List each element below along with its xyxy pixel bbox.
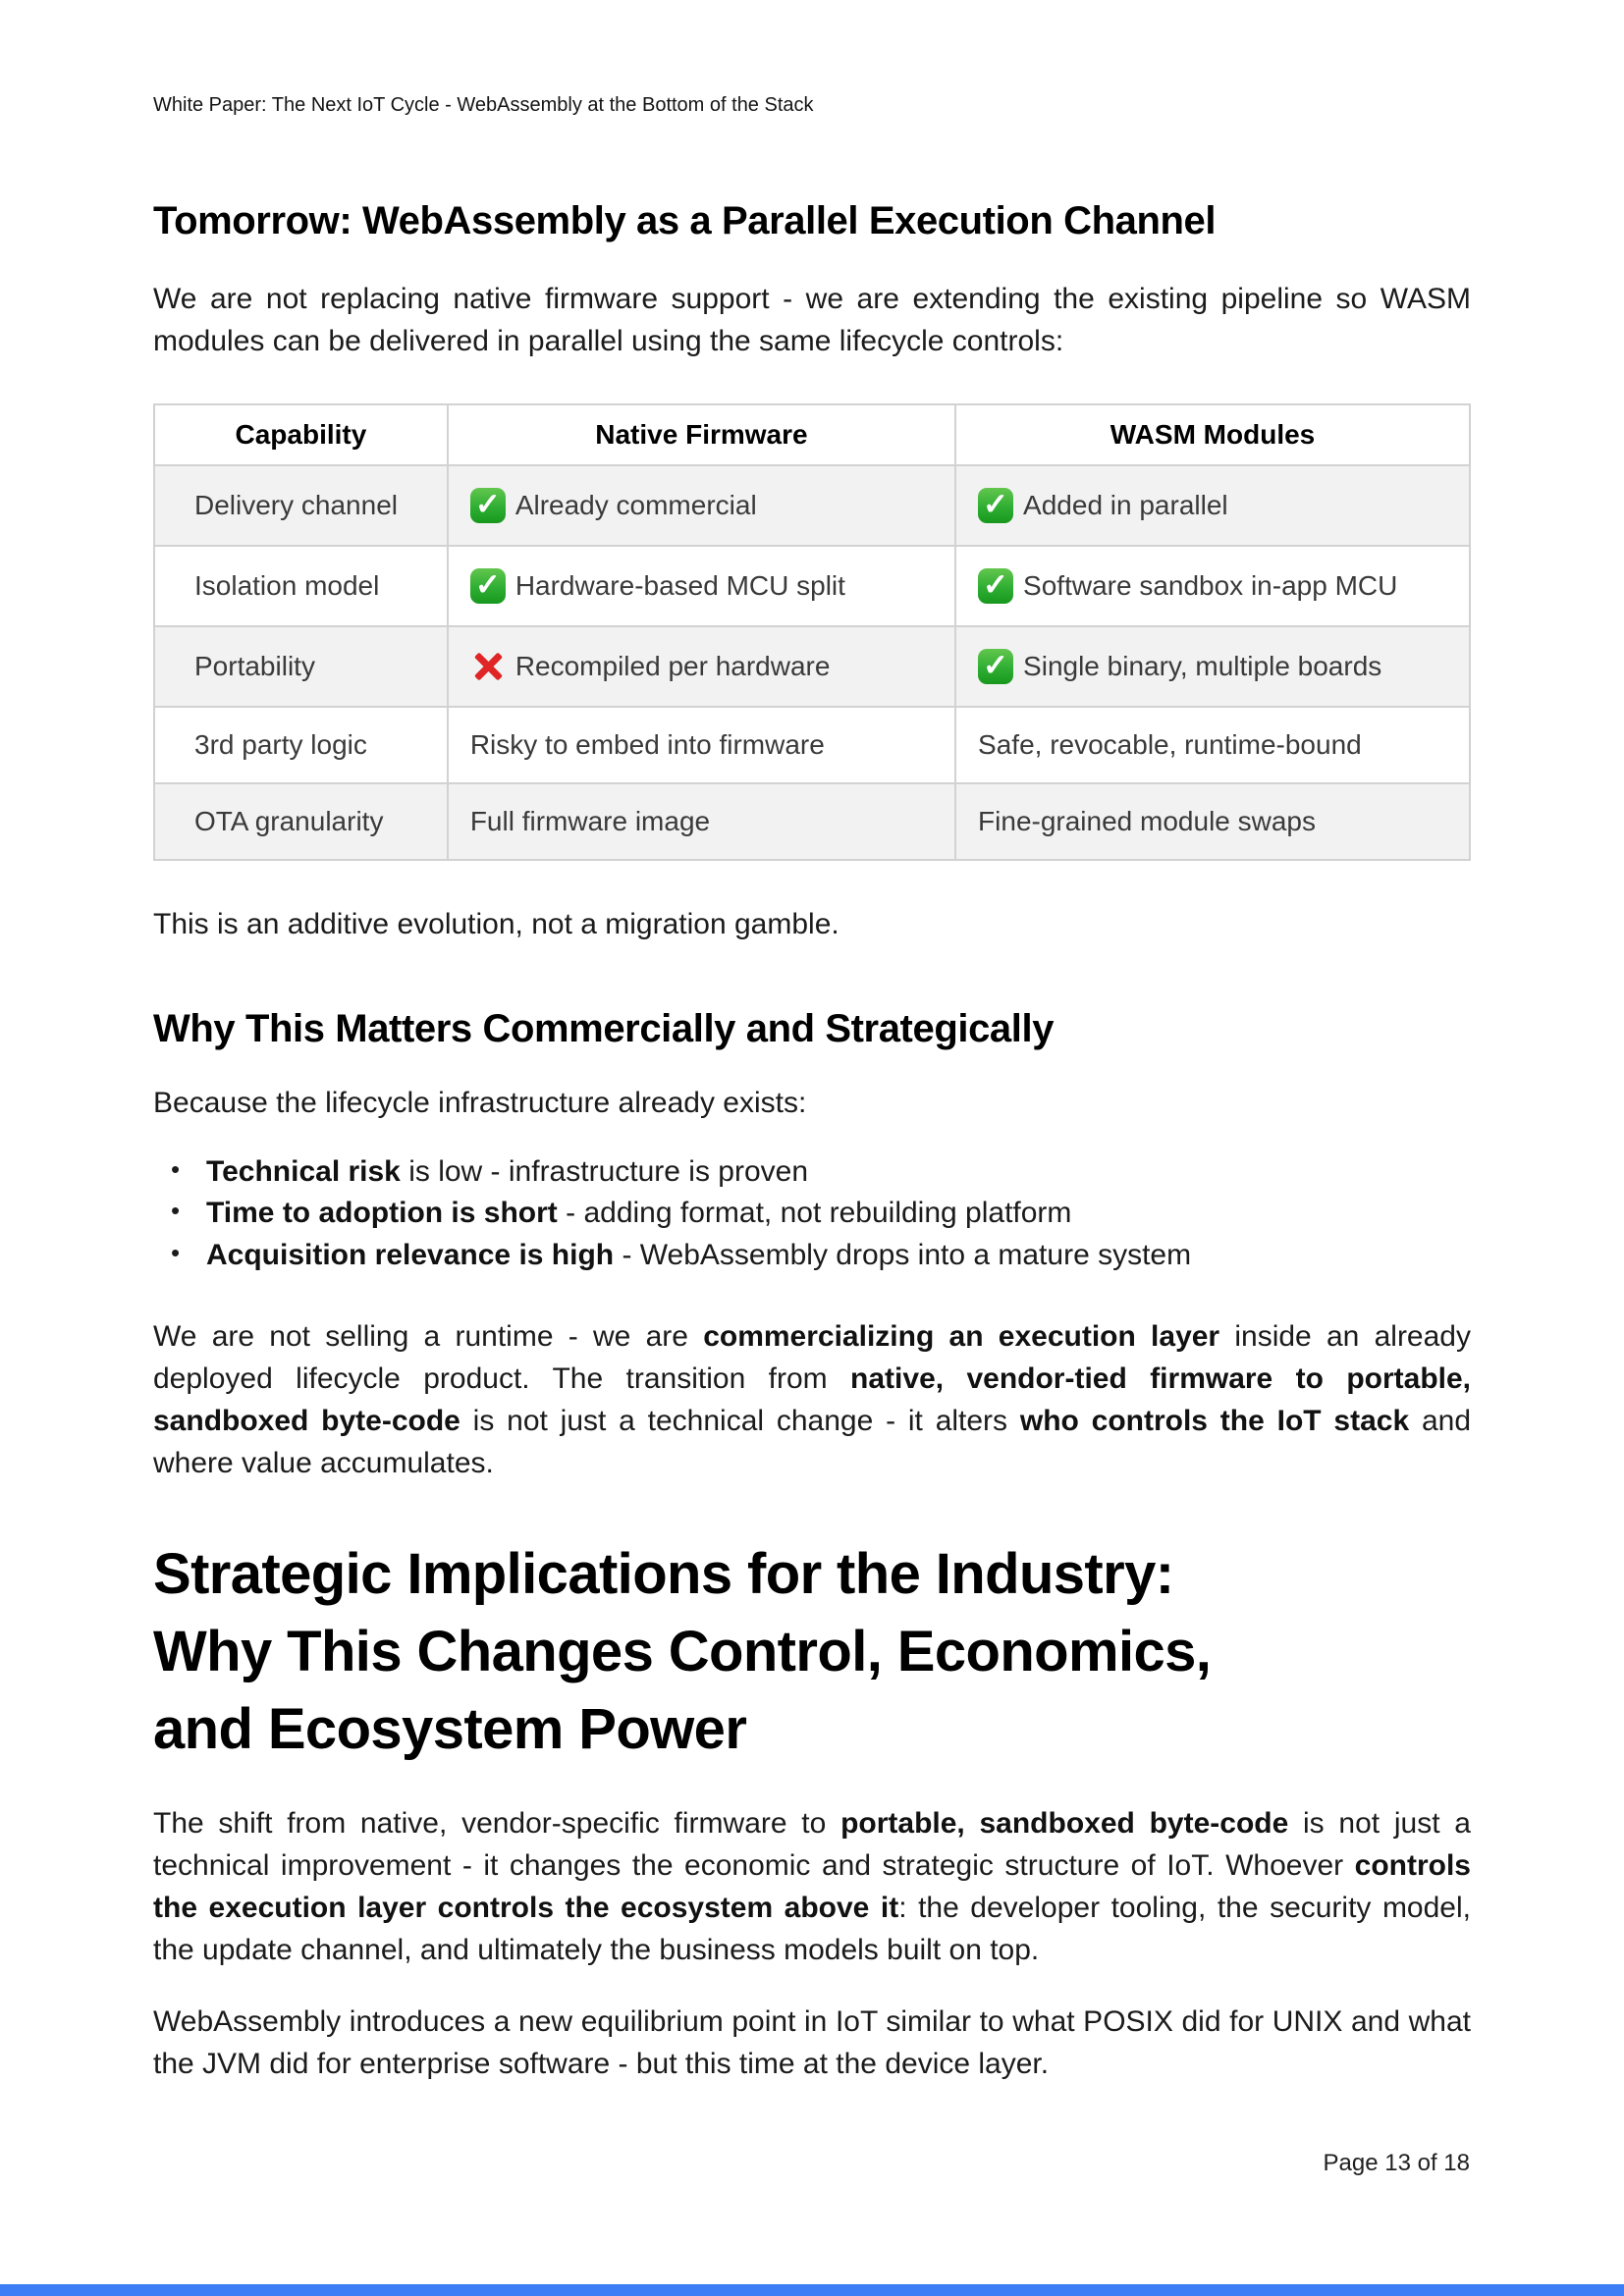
- list-item: [206, 1151, 1471, 1194]
- cell-text: Full firmware image: [469, 805, 711, 836]
- row-label: OTA granularity: [154, 783, 448, 860]
- intro-paragraph: We are not replacing native firmware support - we are extending the existing pipeline so WASM modules can be delivered in parallel using the same lifecycle controls:: [153, 283, 1471, 357]
- cell-text: Hardware-based MCU split: [514, 569, 845, 601]
- bullet-rest-text: - WebAssembly drops into a mature system: [614, 1239, 1192, 1272]
- cell-text: Software sandbox in-app MCU: [1023, 569, 1398, 601]
- row-label: Isolation model: [154, 546, 448, 626]
- check-icon: [470, 568, 506, 604]
- row-label: Portability: [154, 626, 448, 707]
- table-header-row: [154, 404, 1470, 465]
- row-label: 3rd party logic: [154, 707, 448, 783]
- row-label: Delivery channel: [154, 465, 448, 546]
- benefit-list: [153, 1151, 1471, 1278]
- bullet-rest-text: is low - infrastructure is proven: [400, 1154, 809, 1188]
- check-icon: [978, 649, 1013, 684]
- cross-icon: [470, 649, 506, 684]
- list-item: [206, 1193, 1471, 1235]
- bullet-bold-text: Acquisition relevance is high: [206, 1239, 615, 1272]
- why-lead-paragraph: Because the lifecycle infrastructure already exists:: [153, 1086, 807, 1119]
- cell-text: Recompiled per hardware: [514, 650, 831, 681]
- list-item: [206, 1235, 1471, 1277]
- table-row: [154, 546, 1470, 626]
- heading-line: Strategic Implications for the Industry:: [153, 1541, 1174, 1606]
- heading-line: and Ecosystem Power: [153, 1696, 747, 1761]
- table-row: [154, 707, 1470, 783]
- table-header-capability: Capability: [154, 404, 448, 465]
- heading-line: Why This Changes Control, Economics,: [153, 1619, 1212, 1683]
- bullet-bold-text: Time to adoption is short: [206, 1197, 558, 1230]
- why-summary-paragraph: We are not selling a runtime - we are commercializing an execution layer inside an already deployed lifecycle product. The transition from native, vendor-tied firmware to portable, sandboxed byte-code is not just a technical change - it alters who controls the IoT stack and where value accumulates.: [153, 1320, 1472, 1479]
- check-icon: [978, 568, 1013, 604]
- cell-text: Already commercial: [514, 489, 757, 520]
- bullet-bold-text: Technical risk: [206, 1154, 401, 1188]
- check-icon: [978, 488, 1013, 523]
- cell-text: Fine-grained module swaps: [978, 805, 1317, 836]
- strategic-paragraph-1: The shift from native, vendor-specific firmware to portable, sandboxed byte-code is not just a technical improvement - it changes the economic and strategic structure of IoT. Whoever controls the execution layer controls the ecosystem above it: the developer tooling, the security model, the update channel, and ultimately the business models built on top.: [153, 1807, 1471, 1967]
- table-header-native-firmware: Native Firmware: [448, 404, 955, 465]
- cell-text: Single binary, multiple boards: [1023, 650, 1382, 681]
- document-header: White Paper: The Next IoT Cycle - WebAssembly at the Bottom of the Stack: [153, 94, 814, 116]
- strategic-paragraph-2: WebAssembly introduces a new equilibrium point in IoT similar to what POSIX did for UNIX and what the JVM did for enterprise software - but this time at the device layer.: [153, 2004, 1471, 2080]
- after-table-note: This is an additive evolution, not a migration gamble.: [153, 907, 839, 940]
- section-heading-why-this-matters: Why This Matters Commercially and Strategically: [153, 1006, 1055, 1050]
- table-row: [154, 465, 1470, 546]
- check-icon: [470, 488, 506, 523]
- page-number: Page 13 of 18: [1323, 2150, 1470, 2176]
- cell-text: Risky to embed into firmware: [469, 728, 825, 760]
- cell-text: Added in parallel: [1023, 489, 1228, 520]
- bottom-accent-bar: [0, 2284, 1624, 2296]
- main-heading-strategic-implications: [153, 1536, 1471, 1769]
- table-row: [154, 626, 1470, 707]
- table-header-wasm-modules: WASM Modules: [955, 404, 1470, 465]
- cell-text: Safe, revocable, runtime-bound: [978, 728, 1362, 760]
- comparison-table: [153, 403, 1471, 861]
- bullet-rest-text: - adding format, not rebuilding platform: [557, 1197, 1072, 1230]
- section-heading-tomorrow: Tomorrow: WebAssembly as a Parallel Execution Channel: [153, 199, 1217, 242]
- table-row: [154, 783, 1470, 860]
